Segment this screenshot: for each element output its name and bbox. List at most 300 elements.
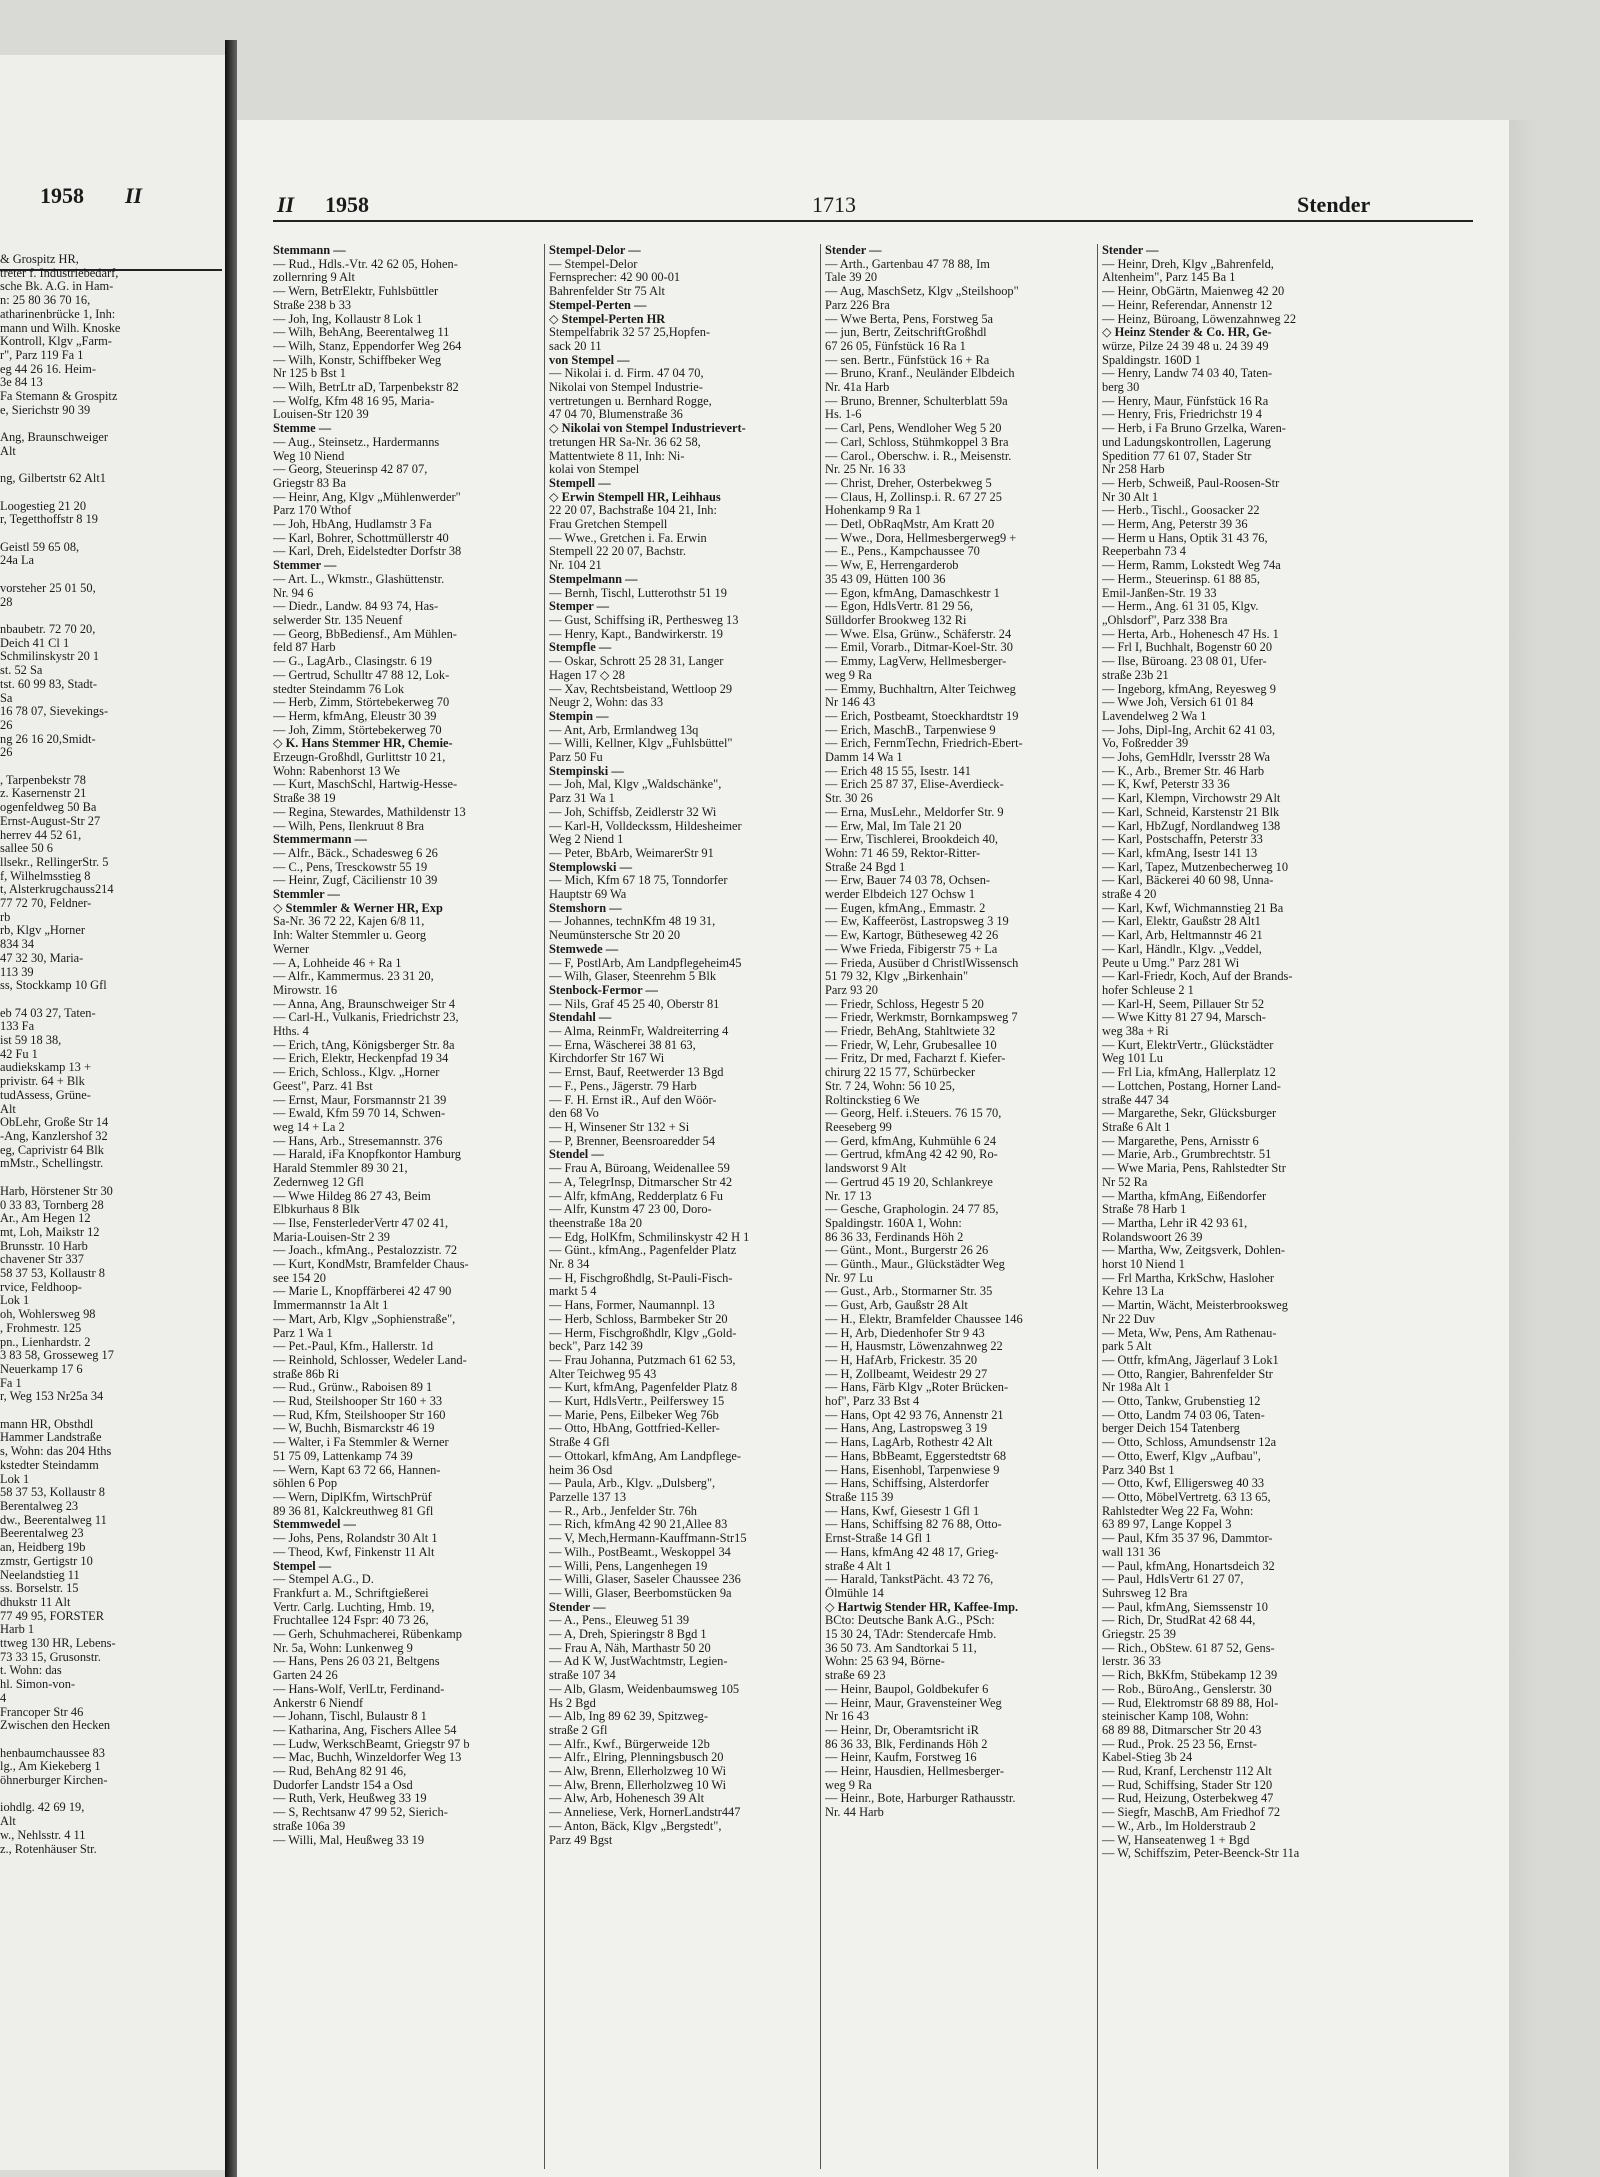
directory-line: treter f. Industriebedarf, [0, 266, 119, 280]
directory-entry: — Johann, Tischl, Bulaustr 8 1 [273, 1710, 427, 1724]
directory-line: rb, Klgv „Horner [0, 924, 85, 938]
directory-entry: Weg 101 Lu [1102, 1052, 1163, 1066]
directory-entry: — Georg, Steuerinsp 42 87 07, [273, 463, 428, 477]
directory-line: , Tarpenbekstr 78 [0, 773, 86, 787]
directory-entry: — Egon, kfmAng, Damaschkestr 1 [825, 586, 1000, 600]
directory-entry: — A, TelegrInsp, Ditmarscher Str 42 [549, 1175, 733, 1189]
surname-heading: Stemshorn — [549, 901, 622, 915]
directory-entry: — Friedr, W, Lehr, Grubesallee 10 [825, 1038, 997, 1052]
directory-entry: — W, Buchh, Bismarckstr 46 19 [273, 1422, 435, 1436]
directory-entry: selwerder Str. 135 Neuenf [273, 613, 403, 627]
directory-line: llsekr., RellingerStr. 5 [0, 855, 109, 869]
directory-entry: — Ottokarl, kfmAng, Am Landpflege- [549, 1449, 742, 1463]
directory-entry: — Hans-Wolf, VerlLtr, Ferdinand- [273, 1682, 445, 1696]
directory-entry: — Ad K W, JustWachtmstr, Legien- [549, 1655, 728, 1669]
directory-entry: — Herm, Ramm, Lokstedt Weg 74a [1102, 559, 1281, 573]
directory-entry: — Erw, Tischlerei, Brookdeich 40, [825, 833, 998, 847]
directory-entry: — Rich., ObStew. 61 87 52, Gens- [1102, 1641, 1275, 1655]
directory-entry: — H, Hausmstr, Löwenzahnweg 22 [825, 1340, 1003, 1354]
directory-entry: — Willi, Mal, Heußweg 33 19 [273, 1833, 425, 1847]
directory-entry: — Rud., Hdls.-Vtr. 42 62 05, Hohen- [273, 257, 458, 271]
directory-entry: — Henry, Maur, Fünfstück 16 Ra [1102, 394, 1269, 408]
directory-entry: Nr 30 Alt 1 [1102, 490, 1159, 504]
directory-entry: — Bruno, Brenner, Schulterblatt 59a [825, 394, 1008, 408]
directory-entry: Emil-Janßen-Str. 19 33 [1102, 586, 1217, 600]
directory-entry: — Oskar, Schrott 25 28 31, Langer [549, 655, 724, 669]
firm-entry: ◇ Stempel-Perten HR [549, 312, 666, 326]
directory-entry: — Ottfr, kfmAng, Jägerlauf 3 Lok1 [1102, 1353, 1279, 1367]
surname-heading: Stempfle — [549, 641, 612, 655]
directory-line: nbaubetr. 72 70 20, [0, 622, 96, 636]
directory-entry: Werner [273, 942, 310, 956]
directory-entry: — Hans, Pens 26 03 21, Beltgens [273, 1655, 440, 1669]
directory-entry: — Erich, FernmTechn, Friedrich-Ebert- [825, 737, 1023, 751]
directory-entry: — Rud, BehAng 82 91 46, [273, 1765, 407, 1779]
directory-entry: — Wilh, BehAng, Beerentalweg 11 [273, 326, 450, 340]
directory-line: z., Rotenhäuser Str. [0, 1842, 97, 1856]
directory-entry: — Ilse, Büroang. 23 08 01, Ufer- [1102, 655, 1267, 669]
directory-entry: — Friedr, BehAng, Stahltwiete 32 [825, 1025, 996, 1039]
directory-column-1 [273, 244, 541, 2169]
directory-entry: Griegstr 83 Ba [273, 476, 346, 490]
directory-entry: Hohenkamp 9 Ra 1 [825, 504, 922, 518]
directory-line: 26 [0, 746, 13, 760]
directory-entry: — Wolfg, Kfm 48 16 95, Maria- [273, 394, 435, 408]
directory-entry: — Otto, Landm 74 03 06, Taten- [1102, 1408, 1265, 1422]
surname-heading: Stendahl — [549, 1011, 612, 1025]
directory-entry: — Herm., Ang. 61 31 05, Klgv. [1102, 600, 1259, 614]
directory-line: eb 74 03 27, Taten- [0, 1006, 96, 1020]
directory-entry: 15 30 24, TAdr: Stendercafe Hmb. [825, 1628, 997, 1642]
directory-entry: Reeperbahn 73 4 [1102, 545, 1186, 559]
directory-entry: Str. 7 24, Wohn: 56 10 25, [825, 1079, 955, 1093]
directory-entry: — Heinr, Zugf, Cäcilienstr 10 39 [273, 874, 438, 888]
directory-line: Francoper Str 46 [0, 1705, 84, 1719]
directory-entry: 35 43 09, Hütten 100 36 [825, 572, 946, 586]
directory-entry: zollernring 9 Alt [273, 271, 355, 285]
directory-line: Alt [0, 444, 16, 458]
directory-entry: — Aug., Steinsetz., Hardermanns [273, 435, 440, 449]
directory-entry: — Kurt, ElektrVertr., Glückstädter [1102, 1038, 1274, 1052]
directory-entry: — Karl, Händlr., Klgv. „Veddel, [1102, 942, 1262, 956]
right-page [237, 120, 1509, 2177]
directory-entry: — Wwe Maria, Pens, Rahlstedter Str [1102, 1162, 1286, 1176]
directory-entry: park 5 Alt [1102, 1340, 1152, 1354]
surname-heading: Stempel-Delor — [549, 244, 641, 257]
directory-entry: Straße 6 Alt 1 [1102, 1121, 1171, 1134]
directory-entry: — Willi, Glaser, Saseler Chaussee 236 [549, 1573, 741, 1587]
directory-entry: Parzelle 137 13 [549, 1490, 627, 1504]
directory-entry: — Herm, Ang, Peterstr 39 36 [1102, 518, 1248, 532]
directory-entry: hofer Schleuse 2 1 [1102, 983, 1194, 997]
directory-entry: — Anneliese, Verk, HornerLandstr447 [549, 1806, 741, 1820]
directory-entry: Rolandswoort 26 39 [1102, 1230, 1203, 1244]
directory-entry: Ernst-Straße 14 Gfl 1 [825, 1532, 932, 1546]
directory-entry: Hths. 4 [273, 1025, 309, 1039]
directory-entry: Straße 115 39 [825, 1490, 894, 1504]
directory-entry: — Hans, Schiffsing, Alsterdorfer [825, 1477, 989, 1491]
directory-line: r, Weg 153 Nr25a 34 [0, 1390, 104, 1404]
directory-column-4 [1102, 244, 1370, 2169]
right-page-year: 1958 [325, 192, 369, 217]
directory-entry: — Paula, Arb., Klgv. „Dulsberg", [549, 1477, 716, 1491]
directory-line: Lok 1 [0, 1294, 30, 1308]
directory-entry: straße 4 20 [1102, 888, 1157, 902]
directory-entry: stedter Steindamm 76 Lok [273, 682, 405, 696]
directory-entry: Weg 10 Niend [273, 449, 345, 463]
directory-entry: Nikolai von Stempel Industrie- [549, 381, 703, 395]
directory-entry: — Otto, MöbelVertretg. 63 13 65, [1102, 1490, 1271, 1504]
directory-entry: — Gust, Schiffsing iR, Perthesweg 13 [549, 613, 739, 627]
directory-entry: weg 9 Ra [825, 1778, 872, 1792]
directory-entry: — Carol., Oberschw. i. R., Meisenstr. [825, 449, 1012, 463]
directory-entry: Nr. 5a, Wohn: Lunkenweg 9 [273, 1641, 413, 1655]
directory-line: vorsteher 25 01 50, [0, 581, 96, 595]
directory-line: zmstr, Gertigstr 10 [0, 1554, 93, 1568]
directory-entry: Inh: Walter Stemmler u. Georg [273, 929, 427, 943]
directory-entry: — H., Elektr, Bramfelder Chaussee 146 [825, 1312, 1023, 1326]
directory-entry: — Gust, Arb, Gaußstr 28 Alt [825, 1299, 968, 1313]
directory-line: Neelandstieg 11 [0, 1568, 80, 1582]
directory-entry: 36 50 73. Am Sandtorkai 5 11, [825, 1641, 977, 1655]
directory-entry: — Wern, BetrElektr, Fuhlsbüttler [273, 285, 439, 299]
directory-entry: — Friedr, Schloss, Hegestr 5 20 [825, 997, 984, 1011]
directory-entry: — Rud, Steilshooper Str 160 + 33 [273, 1395, 443, 1409]
directory-entry: — Johs, Pens, Rolandstr 30 Alt 1 [273, 1532, 438, 1546]
directory-entry: markt 5 4 [549, 1285, 597, 1299]
directory-entry: — Hans, BbBeamt, Eggerstedtstr 68 [825, 1449, 1007, 1463]
directory-entry: Vertr. Carlg. Luchting, Hmb. 19, [273, 1600, 435, 1614]
directory-entry: — Wilh, Stanz, Eppendorfer Weg 264 [273, 339, 462, 353]
directory-line: mt, Loh, Maikstr 12 [0, 1225, 100, 1239]
directory-entry: Hauptstr 69 Wa [549, 888, 627, 902]
directory-line: henbaumchaussee 83 [0, 1746, 105, 1760]
directory-line: Berentalweg 23 [0, 1499, 79, 1513]
directory-line [0, 1788, 222, 1802]
surname-heading: Stemmler — [273, 888, 340, 902]
directory-entry: — Rob., BüroAng., Genslerstr. 30 [1102, 1682, 1272, 1696]
directory-line: oh, Wohlersweg 98 [0, 1308, 96, 1322]
directory-line [0, 760, 222, 774]
directory-entry: — Herb, Schweiß, Paul-Roosen-Str [1102, 476, 1280, 490]
directory-entry: — Rich, kfmAng 42 90 21,Allee 83 [549, 1518, 728, 1532]
directory-entry: weg 9 Ra [825, 668, 872, 682]
directory-entry: Nr. 17 13 [825, 1189, 872, 1203]
directory-line [0, 527, 222, 541]
directory-entry: Mirowstr. 16 [273, 983, 338, 997]
directory-line: dhukstr 11 Alt [0, 1595, 71, 1609]
directory-entry: — Heinr, Maur, Gravensteiner Weg [825, 1696, 1002, 1710]
directory-line: Zwischen den Hecken [0, 1719, 111, 1733]
directory-entry: — Günth., Maur., Glückstädter Weg [825, 1258, 1005, 1272]
directory-entry: Nr 198a Alt 1 [1102, 1381, 1170, 1395]
directory-entry: — Alw, Arb, Hohenesch 39 Alt [549, 1792, 705, 1806]
directory-entry: — Margarethe, Sekr, Glücksburger [1102, 1107, 1277, 1121]
right-header-rule [273, 220, 1473, 222]
directory-entry: Spedition 77 61 07, Stader Str [1102, 449, 1252, 463]
directory-entry: — K., Arb., Bremer Str. 46 Harb [1102, 764, 1265, 778]
directory-entry: — Heinr, Ang, Klgv „Mühlenwerder" [273, 490, 461, 504]
directory-entry: — Ernst, Bauf, Reetwerder 13 Bgd [549, 1066, 724, 1080]
firm-entry: ◇ Nikolai von Stempel Industrievert- [549, 422, 746, 436]
directory-entry: — Harald, TankstPächt. 43 72 76, [825, 1573, 994, 1587]
directory-line: st. 52 Sa [0, 664, 43, 678]
directory-line: kstedter Steindamm [0, 1458, 99, 1472]
directory-entry: — Karl, Bohrer, Schottmüllerstr 40 [273, 531, 449, 545]
directory-entry: — Joh, HbAng, Hudlamstr 3 Fa [273, 518, 432, 532]
directory-entry: — Gertrud, kfmAng 42 42 90, Ro- [825, 1148, 998, 1162]
directory-entry: Dudorfer Landstr 154 a Osd [273, 1778, 413, 1792]
directory-entry: chirurg 22 15 77, Schürbecker [825, 1066, 976, 1080]
directory-entry: — Regina, Stewardes, Mathildenstr 13 [273, 805, 466, 819]
directory-entry: — Wilh, Glaser, Steenrehm 5 Blk [549, 970, 717, 984]
directory-entry: Fernsprecher: 42 90 00-01 [549, 271, 681, 285]
directory-entry: — Christ, Dreher, Osterbekweg 5 [825, 476, 992, 490]
directory-line: Alt [0, 1102, 16, 1116]
directory-entry: — Nils, Graf 45 25 40, Oberstr 81 [549, 997, 720, 1011]
directory-entry: — Herb, Zimm, Störtebekerweg 70 [273, 696, 450, 710]
directory-entry: straße 106a 39 [273, 1819, 346, 1833]
directory-entry: — Alfr, kfmAng, Redderplatz 6 Fu [549, 1189, 723, 1203]
directory-entry: — Gesche, Graphologin. 24 77 85, [825, 1203, 999, 1217]
directory-entry: — H, Zollbeamt, Weidestr 29 27 [825, 1367, 988, 1381]
surname-heading: Stempel-Perten — [549, 298, 647, 312]
directory-entry: weg 14 + La 2 [273, 1121, 345, 1134]
directory-line: 47 32 30, Maria- [0, 951, 84, 965]
directory-line: Fa Stemann & Grospitz [0, 390, 118, 404]
directory-entry: — Marie, Arb., Grumbrechtstr. 51 [1102, 1148, 1272, 1162]
directory-entry: — Karl, Postschaffn, Peterstr 33 [1102, 833, 1263, 847]
directory-entry: Tale 39 20 [825, 271, 878, 285]
firm-entry: ◇ Hartwig Stender HR, Kaffee-Imp. [825, 1600, 1019, 1614]
directory-entry: — Reinhold, Schlosser, Wedeler Land- [273, 1353, 467, 1367]
directory-line [0, 1404, 222, 1418]
directory-entry: — Heinr, Dreh, Klgv „Bahrenfeld, [1102, 257, 1274, 271]
directory-entry: — Wilh, BetrLtr aD, Tarpenbekstr 82 [273, 381, 459, 395]
directory-entry: würze, Pilze 24 39 48 u. 24 39 49 [1102, 339, 1269, 353]
directory-entry: tretungen HR Sa-Nr. 36 62 58, [549, 435, 701, 449]
directory-entry: — Karl, Klempn, Virchowstr 29 Alt [1102, 792, 1281, 806]
firm-entry: ◇ K. Hans Stemmer HR, Chemie- [273, 737, 453, 751]
directory-entry: — H, HafArb, Frickestr. 35 20 [825, 1353, 978, 1367]
directory-entry: Straße 78 Harb 1 [1102, 1203, 1187, 1217]
directory-entry: — Georg, Helf. i.Steuers. 76 15 70, [825, 1107, 1002, 1121]
directory-line: atharinenbrücke 1, Inh: [0, 307, 116, 321]
directory-entry: — Ewald, Kfm 59 70 14, Schwen- [273, 1107, 446, 1121]
directory-line: 58 37 53, Kollaustr 8 [0, 1267, 105, 1281]
directory-entry: — Karl, HbZugf, Nordlandweg 138 [1102, 819, 1281, 833]
directory-line: hl. Simon-von- [0, 1678, 76, 1692]
directory-entry: — Rud, Kfm, Steilshooper Str 160 [273, 1408, 446, 1422]
directory-entry: — Heinr, ObGärtn, Maienweg 42 20 [1102, 285, 1285, 299]
directory-entry: — Wwe., Gretchen i. Fa. Erwin [549, 531, 707, 545]
directory-entry: steinischer Kamp 108, Wohn: [1102, 1710, 1249, 1724]
surname-heading: Stemplowski — [549, 860, 632, 874]
directory-entry: Nr. 41a Harb [825, 381, 890, 395]
directory-entry: Parz 226 Bra [825, 298, 890, 312]
directory-entry: Parz 50 Fu [549, 751, 603, 765]
directory-entry: Wohn: 71 46 59, Rektor-Ritter- [825, 846, 981, 860]
directory-entry: — Heinr, Kaufm, Forstweg 16 [825, 1751, 977, 1765]
directory-entry: horst 10 Niend 1 [1102, 1258, 1185, 1272]
running-head: Stender [1297, 192, 1371, 217]
directory-entry: — Karl, Elektr, Gaußstr 28 Alt1 [1102, 915, 1261, 929]
surname-heading: Stemmwedel — [273, 1518, 356, 1532]
directory-entry: — Gertrud 45 19 20, Schlankreye [825, 1175, 993, 1189]
directory-entry: — Bruno, Kranf., Neuländer Elbdeich [825, 367, 1015, 381]
directory-entry: — Wilh, Pens, Ilenkruut 8 Bra [273, 819, 425, 833]
directory-entry: landsworst 9 Alt [825, 1162, 907, 1176]
directory-line: Schmilinskystr 20 1 [0, 650, 100, 664]
directory-entry: — Frau A, Näh, Marthastr 50 20 [549, 1641, 711, 1655]
directory-entry: — Erich, Schloss., Klgv. „Horner [273, 1066, 440, 1080]
directory-line: 26 [0, 718, 13, 732]
directory-line: 3 83 58, Grosseweg 17 [0, 1349, 114, 1363]
directory-entry: — Paul, kfmAng, Honartsdeich 32 [1102, 1559, 1275, 1573]
directory-entry: — Frau Johanna, Putzmach 61 62 53, [549, 1353, 736, 1367]
directory-entry: — Eugen, kfmAng., Emmastr. 2 [825, 901, 986, 915]
directory-entry: Weg 2 Niend 1 [549, 833, 624, 847]
directory-entry: — Karl-Friedr, Koch, Auf der Brands- [1102, 970, 1293, 984]
directory-entry: Nr 258 Harb [1102, 463, 1165, 477]
directory-entry: — Kurt, kfmAng, Pagenfelder Platz 8 [549, 1381, 738, 1395]
directory-entry: — Rud, Heizung, Osterbekweg 47 [1102, 1792, 1274, 1806]
directory-line: 16 78 07, Sievekings- [0, 705, 109, 719]
surname-heading: Stemme — [273, 422, 332, 436]
directory-entry: — Joh, Zimm, Störtebekerweg 70 [273, 723, 442, 737]
directory-line: s, Wohn: das 204 Hths [0, 1445, 112, 1459]
directory-entry: Neugr 2, Wohn: das 33 [549, 696, 664, 710]
directory-entry: Griegstr. 25 39 [1102, 1628, 1176, 1642]
surname-heading: Stemper — [549, 600, 609, 614]
directory-entry: — Ew, Kartogr, Bütheseweg 42 26 [825, 929, 999, 943]
directory-entry: — Pet.-Paul, Kfm., Hallerstr. 1d [273, 1340, 434, 1354]
directory-entry: beck", Parz 142 39 [549, 1340, 643, 1354]
directory-entry: — Wern, Kapt 63 72 66, Hannen- [273, 1463, 441, 1477]
directory-entry: — Henry, Fris, Friedrichstr 19 4 [1102, 408, 1262, 422]
directory-line: r, Tegetthoffstr 8 19 [0, 513, 98, 527]
directory-entry: — Erich 25 87 37, Elise-Averdieck- [825, 778, 1004, 792]
directory-entry: Spaldingstr. 160D 1 [1102, 353, 1201, 367]
directory-entry: — P, Brenner, Beensroaredder 54 [549, 1134, 716, 1148]
directory-entry: — A, Dreh, Spieringstr 8 Bgd 1 [549, 1628, 707, 1642]
directory-entry: — H, Fischgroßhdlg, St-Pauli-Fisch- [549, 1271, 733, 1285]
directory-entry: Parz 93 20 [825, 983, 878, 997]
directory-entry: Nr. 104 21 [549, 559, 602, 573]
directory-entry: BCto: Deutsche Bank A.G., PSch: [825, 1614, 995, 1628]
directory-entry: Roltinckstieg 6 We [825, 1093, 920, 1107]
page-edge-shadow [1509, 120, 1539, 2177]
directory-line: t, Alsterkrugchauss214 [0, 883, 114, 897]
directory-entry: — Johs, GemHdlr, Iversstr 28 Wa [1102, 751, 1270, 765]
directory-line: n: 25 80 36 70 16, [0, 294, 91, 308]
directory-line: Harb, Hörstener Str 30 [0, 1184, 113, 1198]
directory-entry: — Karl, Schneid, Karstenstr 21 Blk [1102, 805, 1280, 819]
right-page-volume: II [277, 192, 295, 217]
directory-entry: — Wwe Hildeg 86 27 43, Beim [273, 1189, 431, 1203]
directory-entry: — Ant, Arb, Ermlandweg 13q [549, 723, 699, 737]
directory-line: dw., Beerentalweg 11 [0, 1513, 107, 1527]
directory-entry: Nr. 44 Harb [825, 1806, 884, 1820]
directory-entry: — Walter, i Fa Stemmler & Werner [273, 1436, 449, 1450]
directory-entry: Hs 2 Bgd [549, 1696, 596, 1710]
directory-entry: — A, Lohheide 46 + Ra 1 [273, 956, 402, 970]
directory-entry: Bahrenfelder Str 75 Alt [549, 285, 665, 299]
directory-entry: — Lottchen, Postang, Horner Land- [1102, 1079, 1281, 1093]
directory-entry: — Günt., kfmAng., Pagenfelder Platz [549, 1244, 737, 1258]
directory-entry: — Stempel A.G., D. [273, 1573, 374, 1587]
directory-line: Deich 41 Cl 1 [0, 636, 70, 650]
directory-entry: Nr 16 43 [825, 1710, 870, 1724]
directory-entry: feld 87 Harb [273, 641, 336, 655]
directory-entry: — Hans, Arb., Stresemannstr. 376 [273, 1134, 443, 1148]
directory-entry: — Erw, Bauer 74 03 78, Ochsen- [825, 874, 991, 888]
directory-entry: Vo, Foßredder 39 [1102, 737, 1189, 751]
directory-entry: — Wilh, Konstr, Schiffbeker Weg [273, 353, 442, 367]
directory-entry: — Wwe Kitty 81 27 94, Marsch- [1102, 1011, 1266, 1025]
left-page-year: 1958 [40, 183, 84, 208]
directory-entry: — Diedr., Landw. 84 93 74, Has- [273, 600, 439, 614]
directory-entry: — Theod, Kwf, Finkenstr 11 Alt [273, 1545, 435, 1559]
directory-entry: Frankfurt a. M., Schriftgießerei [273, 1586, 429, 1600]
directory-entry: — Johannes, technKfm 48 19 31, [549, 915, 716, 929]
directory-entry: heim 36 Osd [549, 1463, 613, 1477]
directory-entry: — Ernst, Maur, Forsmannstr 21 39 [273, 1093, 447, 1107]
directory-entry: — Peter, BbArb, WeimarerStr 91 [549, 846, 714, 860]
directory-entry: — Herm., Steuerinsp. 61 88 85, [1102, 572, 1260, 586]
column-divider [544, 244, 545, 2169]
directory-line: sallee 50 6 [0, 842, 53, 856]
directory-entry: Wohn: Rabenhorst 13 We [273, 764, 400, 778]
directory-entry: Suhrsweg 12 Bra [1102, 1586, 1188, 1600]
directory-entry: — A., Pens., Eleuweg 51 39 [549, 1614, 690, 1628]
directory-entry: Spaldingstr. 160A 1, Wohn: [825, 1216, 962, 1230]
directory-line [0, 609, 222, 623]
directory-entry: — Alfr, Kunstm 47 23 00, Doro- [549, 1203, 712, 1217]
directory-line: lg., Am Kiekeberg 1 [0, 1760, 101, 1774]
directory-entry: Sülldorfer Brookweg 132 Ri [825, 613, 967, 627]
directory-line: 133 Fa [0, 1020, 35, 1034]
directory-entry: — Anna, Ang, Braunschweiger Str 4 [273, 997, 456, 1011]
directory-entry: straße 4 Alt 1 [825, 1559, 892, 1573]
directory-entry: — Martha, Ww, Zeitgsverk, Dohlen- [1102, 1244, 1286, 1258]
directory-line: rvice, Feldhoop- [0, 1280, 82, 1294]
directory-entry: 51 75 09, Lattenkamp 74 39 [273, 1449, 413, 1463]
directory-entry: see 154 20 [273, 1271, 326, 1285]
directory-line: Ernst-August-Str 27 [0, 814, 101, 828]
directory-entry: — Mac, Buchh, Winzeldorfer Weg 13 [273, 1751, 462, 1765]
directory-line: ss, Stockkamp 10 Gfl [0, 979, 107, 993]
directory-line: herrev 44 52 61, [0, 828, 82, 842]
directory-line: 42 Fu 1 [0, 1047, 38, 1061]
directory-entry: — Rich, Dr, StudRat 42 68 44, [1102, 1614, 1256, 1628]
directory-line: Sa [0, 691, 13, 705]
directory-entry: — Alb, Ing 89 62 39, Spitzweg- [549, 1710, 709, 1724]
directory-entry: straße 86b Ri [273, 1367, 340, 1381]
directory-line: & Grospitz HR, [0, 253, 79, 266]
directory-entry: Lavendelweg 2 Wa 1 [1102, 709, 1207, 723]
directory-line: 834 34 [0, 938, 35, 952]
directory-entry: — Alw, Brenn, Ellerholzweg 10 Wi [549, 1778, 727, 1792]
surname-heading: Stendel — [549, 1148, 604, 1162]
directory-entry: — Siegfr, MaschB, Am Friedhof 72 [1102, 1806, 1281, 1820]
directory-line [0, 486, 222, 500]
directory-entry: — Hans, Färb Klgv „Roter Brücken- [825, 1381, 1009, 1395]
directory-entry: — Xav, Rechtsbeistand, Wettloop 29 [549, 682, 733, 696]
directory-entry: — Gertrud, Schulltr 47 88 12, Lok- [273, 668, 450, 682]
directory-entry: — Henry, Landw 74 03 40, Taten- [1102, 367, 1273, 381]
directory-entry: Erzeugn-Großhdl, Gurlittstr 10 21, [273, 751, 446, 765]
